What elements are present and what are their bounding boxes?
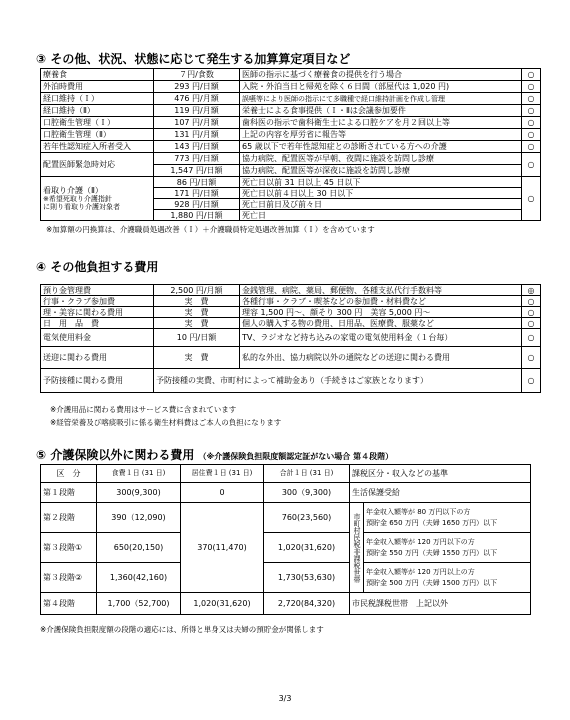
table-row: 第３段階② 1,360(42,160) 1,730(53,630) 年金収入額等が 120 万円以上の方 預貯金 500 万円（夫婦 1500 万円）以下 <box>41 563 531 593</box>
page-number: 3/3 <box>278 694 292 703</box>
section3-note: ※加算額の円換算は、介護職員処遇改善（Ｉ）＋介護職員特定処遇改善加算（Ｉ）を含めています <box>46 225 375 234</box>
section4-note2: ※経管栄養及び喀痰吸引に係る衛生材料費はご本人の負担になります <box>50 418 282 427</box>
table-row: 予防接種に関わる費用 予防接種の実費、市町村によって補助金あり（手続きはご家族となります） ○ <box>41 369 541 393</box>
section3-title: ③ その他、状況、状態に応じて発生する加算算定項目など <box>36 52 351 66</box>
table-row: 療養食 ７円/食数 医師の指示に基づく療養食の提供を行う場合 ○ <box>41 69 541 81</box>
table-row: 第４段階 1,700（52,700) 1,020(31,620) 2,720(84,320) 市民税課税世帯 上記以外 <box>41 593 531 615</box>
table-row: 第３段階① 650(20,150) 1,020(31,620) 年金収入額等が 120 万円以下の方 預貯金 550 万円（夫婦 1550 万円）以下 <box>41 533 531 563</box>
table-row: 行事・クラブ参加費 実 費 各種行事・クラブ・喫茶などの参加費・材料費など ○ <box>41 296 541 307</box>
table-row: 配置医師緊急時対応 773 円/日額 協力病院、配置医等が早朝、夜間に施設を訪問し診療 ○ <box>41 153 541 165</box>
table-row: 1,547 円/日額 協力病院、配置医等が深夜に施設を訪問し診療 <box>41 165 541 177</box>
section5-note: ※介護保険負担限度額の段階の適応には、所得と単身又は夫婦の預貯金が関係します <box>40 625 324 634</box>
table-row: 送迎に関わる費用 実 費 私的な外出、協力病院以外の通院などの送迎に関わる費用 ○ <box>41 347 541 369</box>
table-row: 経口維持（Ⅱ） 119 円/月額 栄養士による食事提供（Ｉ・Ⅱは会議参加要件 ○ <box>41 105 541 117</box>
section4-table <box>40 284 541 393</box>
table-row: 理・美容に関わる費用 実 費 理容 1,500 円～、顔そり 300 円 美容 5,000 円～ ○ <box>41 307 541 318</box>
table-row: 口腔衛生管理（Ｉ） 107 円/月額 歯科医の指示で歯科衛生士による口腔ケアを月２回以上等 ○ <box>41 117 541 129</box>
table-row: 外泊時費用 293 円/日額 入院・外泊当日と帰苑を除く６日間（部屋代は 1,020 円) ○ <box>41 81 541 93</box>
table-row: 電気使用料金 10 円/日額 TV、ラジオなど持ち込みの家電の電気使用料金（１台毎） ○ <box>41 329 541 347</box>
table-row: 第１段階 300(9,300) 0 300（9,300) 生活保護受給 <box>41 483 531 503</box>
table-row: 928 円/日額 死亡日前日及び前々日 <box>41 199 541 210</box>
table-row: 口腔衛生管理（Ⅱ） 131 円/月額 上記の内容を厚労省に報告等 ○ <box>41 129 541 141</box>
section4-title: ④ その他負担する費用 <box>36 260 159 274</box>
section5-title: ⑤ 介護保険以外に関わる費用 （※介護保険負担限度額認定証がない場合 第４段階） <box>36 448 394 462</box>
table-row: 1,880 円/日額 死亡日 <box>41 210 541 221</box>
table-row: 171 円/日額 死亡日以前４日以上 30 日以下 <box>41 188 541 199</box>
table-row: 看取り介護（Ⅱ） ※希望死取り介護指針 に則り看取り介護対象者 86 円/日額 死亡日以前 31 日以上 45 日以下 ○ <box>41 177 541 188</box>
table-row: 日 用 品 費 実 費 個人の購入する物の費用、日用品、医療費、服薬など ○ <box>41 318 541 329</box>
section3-table <box>40 68 541 221</box>
tax-exempt-label: 市町村民税非課税世帯 <box>350 503 364 593</box>
section4-note1: ※介護用品に関わる費用はサービス費に含まれています <box>50 405 237 414</box>
table-row: 経口維持（Ｉ） 476 円/月額 誤嚥等により医師の指示にて多職種で経口維持計画を作成し管理 ○ <box>41 93 541 105</box>
table-row: 第２段階 390（12,090) 370(11,470) 760(23,560) 市町村民税非課税世帯 年金収入額等が 80 万円以下の方 預貯金 650 万円（夫婦 1650 万円）以下 <box>41 503 531 533</box>
table-row: 預り金管理費 2,500 円/月額 金銭管理、病院、薬局、郵便物、各種支払代行手数料等 ◎ <box>41 285 541 296</box>
table-header-row: 区 分 食費１日 (31 日) 居住費１日 (31 日) 合計１日 (31 日) 課税区分・収入などの基準 <box>41 465 531 483</box>
table-row: 若年性認知症入所者受入 143 円/日額 65 歳以下で若年性認知症との診断されている方への介護 ○ <box>41 141 541 153</box>
section5-table <box>40 464 531 615</box>
